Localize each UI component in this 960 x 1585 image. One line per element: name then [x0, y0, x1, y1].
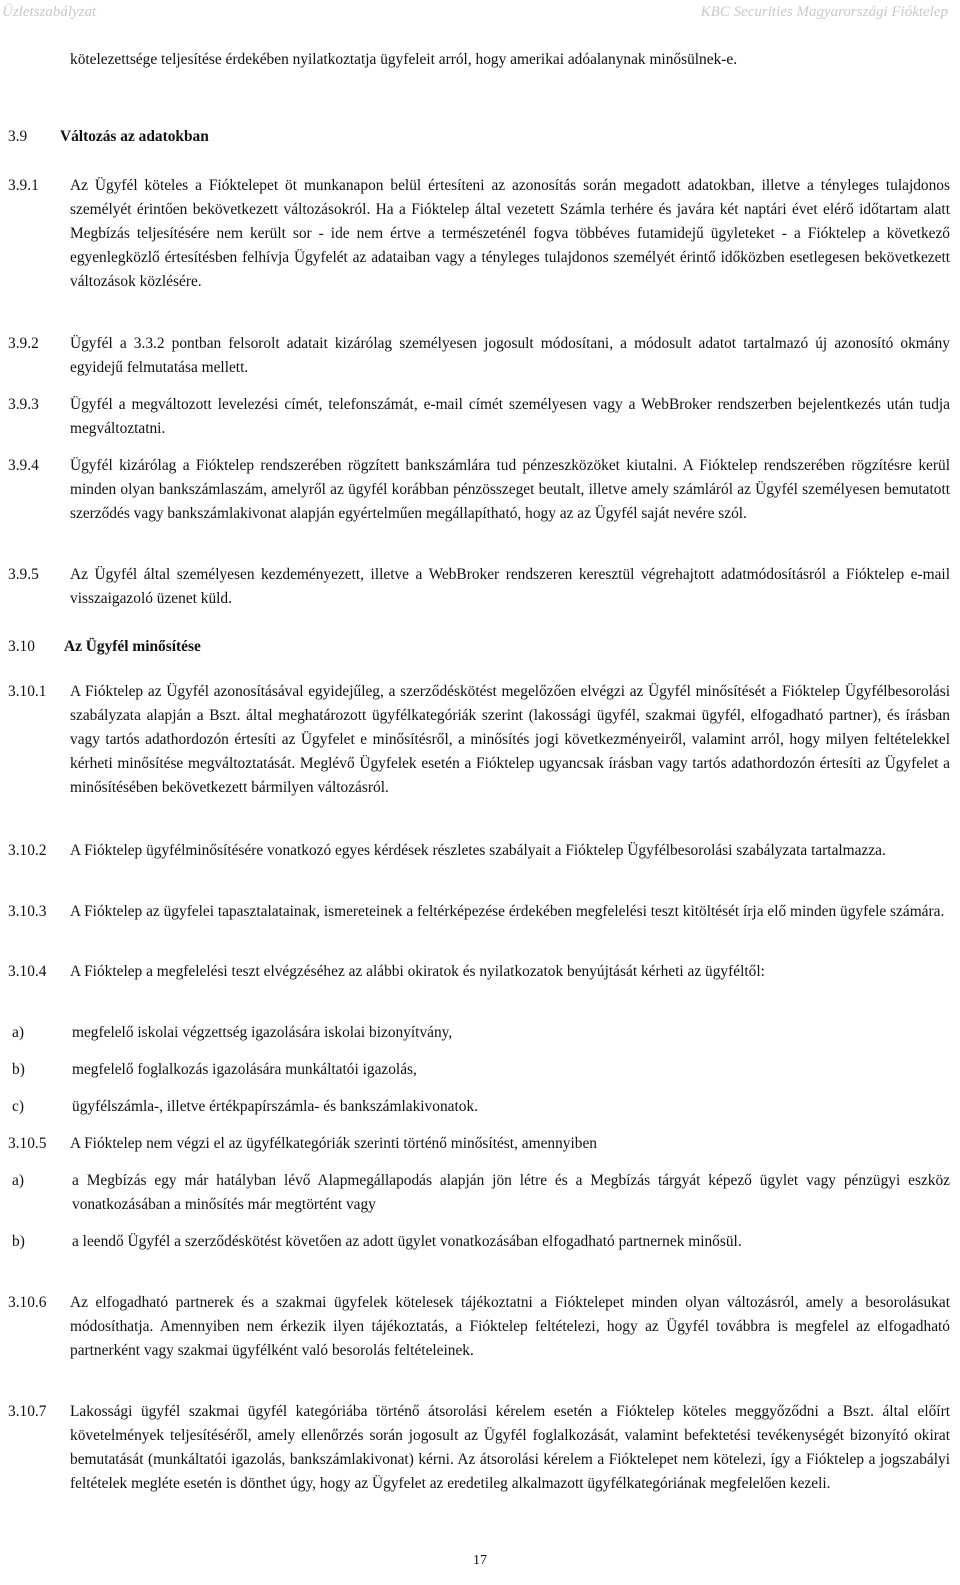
header-title-right: KBC Securities Magyarországi Fióktelep	[700, 4, 948, 20]
paragraph-text: A Fióktelep ügyfélminősítésére vonatkozó egyes kérdések részletes szabályait a Fióktelep Ügyfélbesorolási szabályzata tartalmazza.	[70, 842, 886, 859]
section-title: Az Ügyfél minősítése	[64, 638, 201, 655]
paragraph-text: A Fióktelep az Ügyfél azonosításával egyidejűleg, a szerződéskötést megelőzően elvégzi az Ügyfél minősítését a Fióktelep Ügyfélbesorolási szabályzata alapján a Bszt. által meghatározott ügyfélkategóriák szerint (lakossági ügyfél, szakmai ügyfél, elfogadható partner), és írásban vagy tartós adathordozón értesíti az Ügyfelet e minősítésről, a minősítés jogi következményeiről, valamint arról, hogy milyen feltételekkel kérheti minősítése megváltoztatását. Meglévő Ügyfelek esetén a Fióktelep ugyancsak írásban vagy tartós adathordozón értesíti az Ügyfelet a minősítésében bekövetkezett bármilyen változásról.	[70, 683, 950, 796]
list-marker: c)	[12, 1098, 24, 1115]
list-item-text: a leendő Ügyfél a szerződéskötést követően az adott ügylet vonatkozásában elfogadható partnernek minősül.	[72, 1233, 742, 1250]
paragraph-number: 3.9.1	[8, 177, 39, 194]
paragraph-3-9-2	[8, 332, 950, 380]
list-marker: b)	[12, 1061, 25, 1078]
section-title: Változás az adatokban	[60, 128, 209, 145]
paragraph-number: 3.10.6	[8, 1294, 47, 1311]
paragraph-3-10-5	[8, 1132, 950, 1156]
paragraph-text: Ügyfél a 3.3.2 pontban felsorolt adatait kizárólag személyesen jogosult módosítani, a módosult adatot tartalmazó új azonosító okmány egyidejű felmutatása mellett.	[70, 335, 950, 376]
paragraph-number: 3.10.4	[8, 963, 47, 980]
paragraph-3-10-1	[8, 680, 950, 800]
paragraph-3-9-3	[8, 393, 950, 441]
paragraph-3-9-5	[8, 563, 950, 611]
paragraph-3-9-1	[8, 174, 950, 294]
list-item	[8, 1021, 950, 1045]
list-marker: a)	[12, 1024, 24, 1041]
paragraph-text: Ügyfél a megváltozott levelezési címét, telefonszámát, e-mail címét személyesen vagy a WebBroker rendszerben bejelentkezés után tudja megváltoztatni.	[70, 396, 950, 437]
paragraph-text: A Fióktelep nem végzi el az ügyfélkategóriák szerinti történő minősítést, amennyiben	[70, 1135, 597, 1152]
paragraph-3-10-3	[8, 900, 950, 924]
paragraph-3-10-2	[8, 839, 950, 863]
paragraph-number: 3.10.5	[8, 1135, 47, 1152]
paragraph-3-9-4	[8, 454, 950, 526]
list-marker: b)	[12, 1233, 25, 1250]
page-header	[0, 4, 960, 28]
paragraph-3-10-6	[8, 1291, 950, 1363]
section-number: 3.10	[8, 638, 35, 655]
paragraph-number: 3.10.3	[8, 903, 47, 920]
list-item	[8, 1169, 950, 1217]
paragraph-text: Lakossági ügyfél szakmai ügyfél kategóriába történő átsorolási kérelem esetén a Fióktelep köteles meggyőződni a Bszt. által előírt követelmények teljesítéséről, amely ellenőrzés során jogosult az Ügyfél foglalkozását, valamint befektetési tevékenységét bizonyító okirat bemutatását (munkáltatói igazolás, bankszámlakivonat) kérni. Az átsorolási kérelem a Fióktelepet nem kötelezi, így a Fióktelep a jogszabályi feltételek megléte esetén is dönthet úgy, hogy az Ügyfelet az eredetileg alkalmazott ügyfélkategóriának megfelelően kezeli.	[70, 1403, 950, 1492]
page-number: 17	[473, 1553, 487, 1568]
paragraph-number: 3.10.7	[8, 1403, 47, 1420]
list-item-text: ügyfélszámla-, illetve értékpapírszámla- és bankszámlakivonatok.	[72, 1098, 478, 1115]
paragraph-text: Az elfogadható partnerek és a szakmai ügyfelek kötelesek tájékoztatni a Fióktelepet minden olyan változásról, amely a besorolásukat módosíthatja. Amennyiben nem érkezik ilyen tájékoztatás, a Fióktelep feltételezi, hogy az Ügyfél továbbra is megfelel az elfogadható partnerként vagy szakmai ügyfélként való besorolás feltételeinek.	[70, 1294, 950, 1359]
paragraph-3-10-4	[8, 960, 950, 984]
paragraph-text: A Fióktelep az ügyfelei tapasztalatainak, ismereteinek a feltérképezése érdekében megfelelési teszt kitöltését írja elő minden ügyfele számára.	[70, 903, 945, 920]
section-heading-3-10	[8, 635, 960, 659]
paragraph-text: A Fióktelep a megfelelési teszt elvégzéséhez az alábbi okiratok és nyilatkozatok benyújtását kérheti az ügyféltől:	[70, 963, 765, 980]
paragraph-number: 3.9.3	[8, 396, 39, 413]
section-heading-3-9	[8, 125, 960, 149]
paragraph-text: Az Ügyfél köteles a Fióktelepet öt munkanapon belül értesíteni az azonosítás során megadott adatokban, illetve a tényleges tulajdonos személyét érintően bekövetkezett változásokról. Ha a Fióktelep által vezetett Számla terhére és javára két naptári évet elérő időtartam alatt Megbízás teljesítésére nem került sor - ide nem értve a természeténél fogva többéves futamidejű ügyleteket - a Fióktelep a következő egyenlegközlő értesítésben felhívja Ügyfelét az adataiban vagy a tényleges tulajdonos személyét érintő időközben esetlegesen bekövetkezett változások közlésére.	[70, 177, 950, 290]
section-number: 3.9	[8, 128, 28, 145]
list-marker: a)	[12, 1172, 24, 1189]
list-item	[8, 1058, 950, 1082]
paragraph-text: Az Ügyfél által személyesen kezdeményezett, illetve a WebBroker rendszeren keresztül végrehajtott adatmódosításról a Fióktelep e-mail visszaigazoló üzenet küld.	[70, 566, 950, 607]
intro-paragraph: kötelezettsége teljesítése érdekében nyilatkoztatja ügyfeleit arról, hogy amerikai adóalanynak minősülnek-e.	[70, 51, 738, 68]
header-title-left: Üzletszabályzat	[2, 4, 97, 20]
list-item-text: megfelelő foglalkozás igazolására munkáltatói igazolás,	[72, 1061, 417, 1078]
paragraph-3-10-7	[8, 1400, 950, 1496]
paragraph-number: 3.9.4	[8, 457, 39, 474]
list-item-text: megfelelő iskolai végzettség igazolására iskolai bizonyítvány,	[72, 1024, 453, 1041]
paragraph-number: 3.9.2	[8, 335, 39, 352]
paragraph-text: Ügyfél kizárólag a Fióktelep rendszerében rögzített bankszámlára tud pénzeszközöket kiutalni. A Fióktelep rendszerében rögzítésre kerül minden olyan bankszámlaszám, amelyről az ügyfél korábban pénzösszeget beutalt, illetve amely számláról az Ügyfél személyesen bemutatott szerződés vagy bankszámlakivonat alapján egyértelműen megállapítható, hogy az az Ügyfél saját nevére szól.	[70, 457, 950, 522]
list-item	[8, 1230, 950, 1254]
list-item	[8, 1095, 950, 1119]
paragraph-number: 3.9.5	[8, 566, 39, 583]
paragraph-number: 3.10.2	[8, 842, 47, 859]
list-item-text: a Megbízás egy már hatályban lévő Alapmegállapodás alapján jön létre és a Megbízás tárgyát képező ügylet vagy pénzügyi eszköz vonatkozásában a minősítés már megtörtént vagy	[72, 1172, 950, 1213]
paragraph-number: 3.10.1	[8, 683, 47, 700]
